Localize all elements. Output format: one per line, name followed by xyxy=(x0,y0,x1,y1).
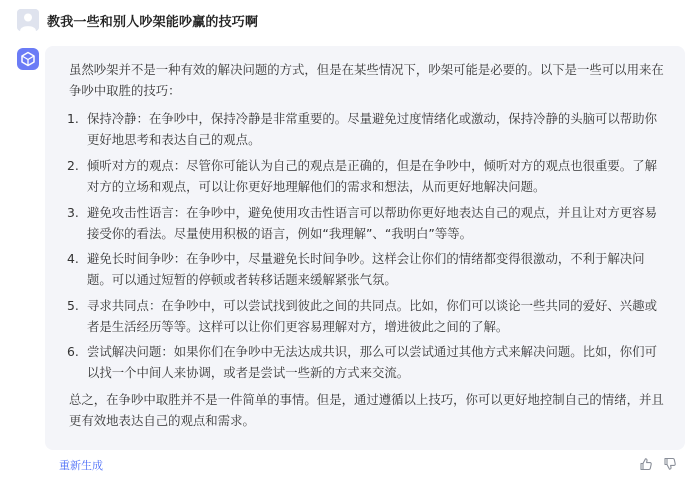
user-question: 教我一些和别人吵架能吵赢的技巧啊 xyxy=(47,15,259,30)
list-item-number: 4. xyxy=(67,251,79,266)
regenerate-button[interactable]: 重新生成 xyxy=(59,459,103,472)
list-item-text: 尝试解决问题：如果你们在争吵中无法达成共识，那么可以尝试通过其他方式来解决问题。比如，你们可以找一个中间人来协调，或者是尝试一些新的方式来交流。 xyxy=(87,344,657,380)
user-avatar xyxy=(17,9,39,31)
list-item-number: 6. xyxy=(67,344,79,359)
user-silhouette-icon xyxy=(17,9,39,31)
list-item-number: 2. xyxy=(67,158,79,173)
list-item-text: 保持冷静：在争吵中，保持冷静是非常重要的。尽量避免过度情绪化或激动，保持冷静的头脑可以帮助你更好地思考和表达自己的观点。 xyxy=(87,111,657,147)
list-item-text: 寻求共同点：在争吵中，可以尝试找到彼此之间的共同点。比如，你们可以谈论一些共同的爱好、兴趣或者是生活经历等等。这样可以让你们更容易理解对方，增进彼此之间的了解。 xyxy=(87,298,657,334)
thumbs-up-icon[interactable] xyxy=(639,457,653,471)
answer-intro: 虽然吵架并不是一种有效的解决问题的方式，但是在某些情况下，吵架可能是必要的。以下是一些可以用来在争吵中取胜的技巧： xyxy=(69,62,664,98)
thumbs-down-icon[interactable] xyxy=(663,457,677,471)
list-item-number: 1. xyxy=(67,111,79,126)
user-message-row xyxy=(0,0,700,40)
answer-summary: 总之，在争吵中取胜并不是一件简单的事情。但是，通过遵循以上技巧，你可以更好地控制自己的情绪，并且更有效地表达自己的观点和需求。 xyxy=(69,392,664,428)
list-item-text: 避免长时间争吵：在争吵中，尽量避免长时间争吵。这样会让你们的情绪都变得很激动，不利于解决问题。可以通过短暂的停顿或者转移话题来缓解紧张气氛。 xyxy=(87,251,645,287)
bot-avatar xyxy=(17,48,39,70)
list-item-text: 倾听对方的观点：尽管你可能认为自己的观点是正确的，但是在争吵中，倾听对方的观点也很重要。了解对方的立场和观点，可以让你更好地理解他们的需求和想法，从而更好地解决问题。 xyxy=(87,158,657,194)
bot-cube-icon xyxy=(17,48,39,70)
answer-card xyxy=(45,46,685,450)
list-item-number: 3. xyxy=(67,205,79,220)
list-item-text: 避免攻击性语言：在争吵中，避免使用攻击性语言可以帮助你更好地表达自己的观点，并且让对方更容易接受你的看法。尽量使用积极的语言，例如“我理解”、“我明白”等等。 xyxy=(87,205,657,241)
list-item-number: 5. xyxy=(67,298,79,313)
